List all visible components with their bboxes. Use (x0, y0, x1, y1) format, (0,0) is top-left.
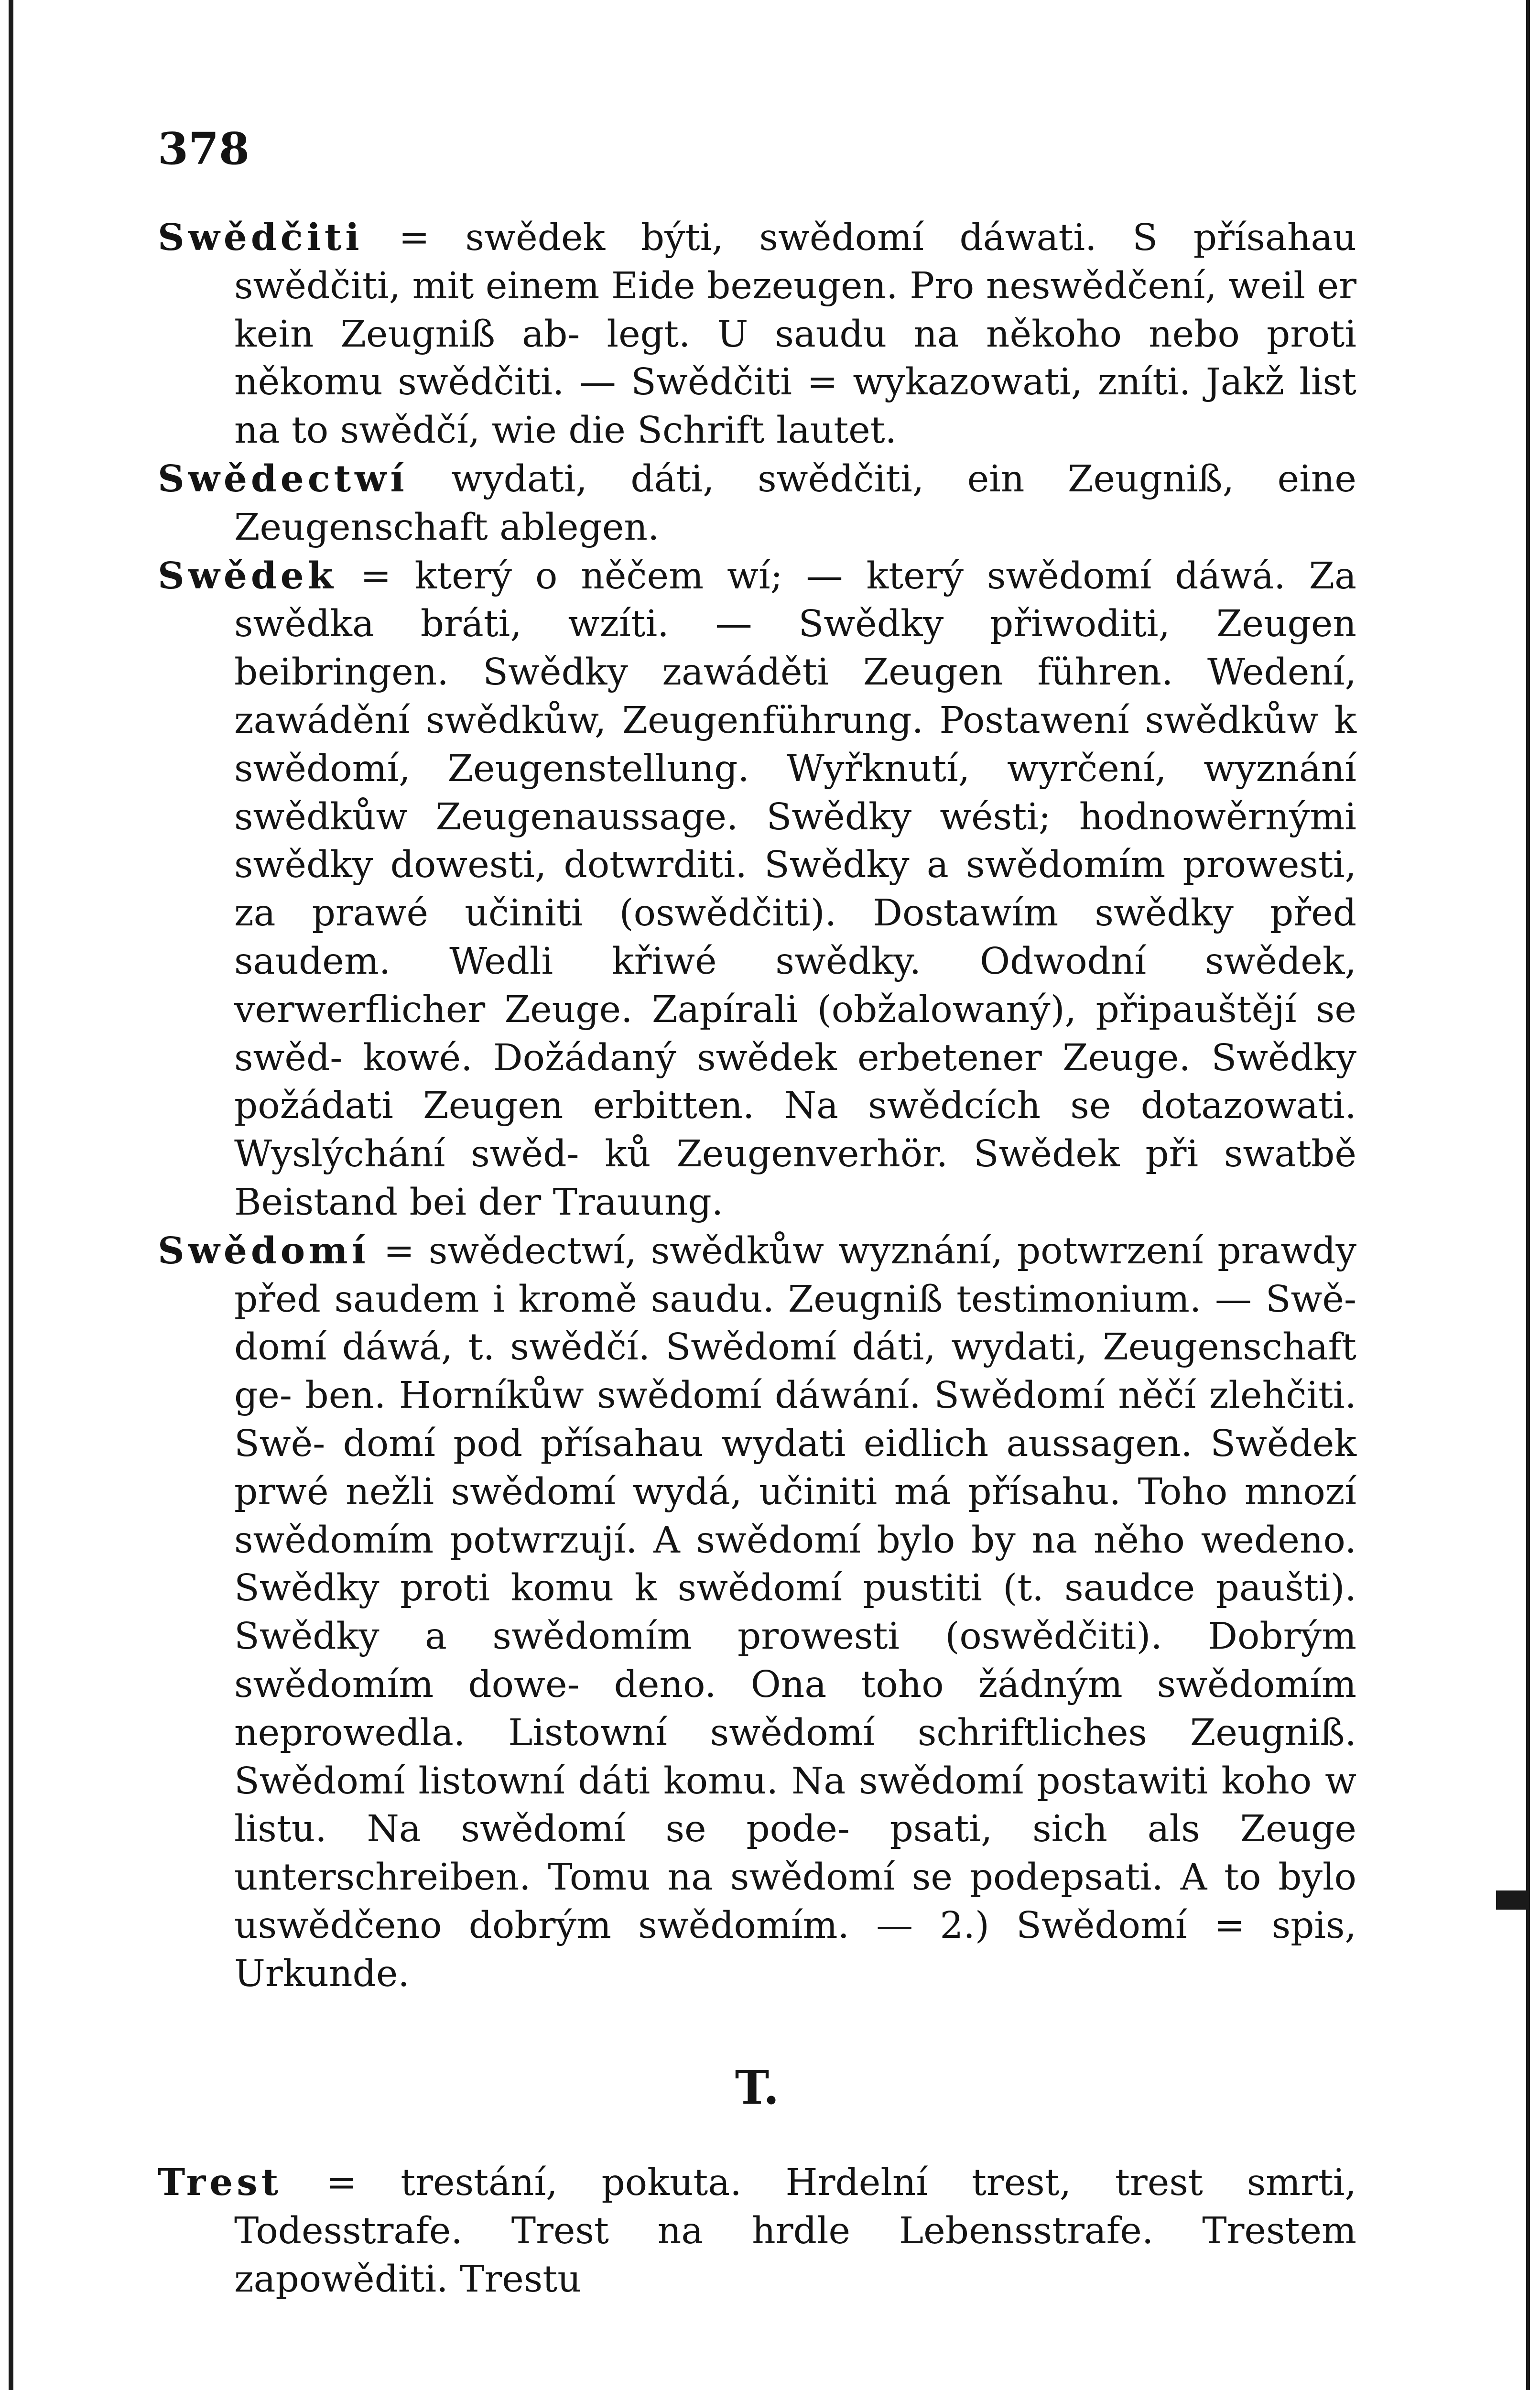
entry-definition: wydati, dáti, swědčiti, ein Zeugniß, eine Zeugenschaft ablegen. (234, 457, 1356, 549)
entry-headword: Swědectwí (158, 457, 408, 500)
entry-swedek (158, 552, 1356, 1227)
section-heading: T. (735, 2061, 780, 2115)
page-number: 378 (158, 123, 250, 174)
scan-right-border (1526, 0, 1530, 2390)
entry-definition: = swědectwí, swědkůw wyznání, potwrzení prawdy před saudem i kromě saudu. Zeugniß testimonium. — Swě- domí dáwá, t. swědčí. Swědomí dáti, wydati, Zeugenschaft ge- ben. Horníkůw swědomí dáwání. Swědomí něčí zlehčiti. Swě- domí pod přísahau wydati eidlich aussagen. Swědek prwé nežli swědomí wydá, učiniti má přísahu. Toho mnozí swědomím potwrzují. A swědomí bylo by na něho wedeno. Swědky proti komu k swědomí pustiti (t. saudce paušti). Swědky a swědomím prowesti (oswědčiti). Dobrým swědomím dowe- deno. Ona toho žádným swědomím neprowedla. Listowní swědomí schriftliches Zeugniß. Swědomí listowní dáti komu. Na swědomí postawiti koho w listu. Na swědomí se pode- psati, sich als Zeuge unterschreiben. Tomu na swědomí se podepsati. A to bylo uswědčeno dobrým swědomím. — 2.) Swědomí = spis, Urkunde. (234, 1229, 1356, 1995)
entry-swedciti (158, 214, 1356, 455)
scan-edge-notch (1496, 1890, 1529, 1910)
entry-definition: = který o něčem wí; — který swědomí dáwá. Za swědka bráti, wzíti. — Swědky přiwoditi, Zeugen beibringen. Swědky zawáděti Zeugen führen. Wedení, zawádění swědkůw, Zeugenführung. Postawení swědkůw k swědomí, Zeugenstellung. Wyřknutí, wyrčení, wyznání swědkůw Zeugenaussage. Swědky wésti; hodnowěrnými swědky dowesti, dotwrditi. Swědky a swědomím prowesti, za prawé učiniti (oswědčiti). Dostawím swědky před saudem. Wedli křiwé swědky. Odwodní swědek, verwerflicher Zeuge. Zapírali (obžalowaný), připauštějí se swěd- kowé. Dožádaný swědek erbetener Zeuge. Swědky požádati Zeugen erbitten. Na swědcích se dotazowati. Wyslýchání swěd- ků Zeugenverhör. Swědek při swatbě Beistand bei der Trauung. (234, 554, 1357, 1224)
entry-headword: Swědčiti (158, 216, 363, 259)
entry-headword: Swědek (158, 554, 337, 598)
entry-swedectwi (158, 455, 1356, 552)
entry-swedomi (158, 1227, 1356, 1999)
entry-headword: Swědomí (158, 1229, 369, 1272)
entry-definition: = swědek býti, swědomí dáwati. S přísahau swědčiti, mit einem Eide bezeugen. Pro neswědčení, weil er kein Zeugniß ab- legt. U saudu na někoho nebo proti někomu swědčiti. — Swědčiti = wykazowati, zníti. Jakž list na to swědčí, wie die Schrift lautet. (234, 217, 1356, 452)
scan-left-border (9, 0, 13, 2390)
dictionary-text (158, 214, 1356, 2304)
entry-trest (158, 2159, 1356, 2303)
entry-headword: Trest (158, 2161, 282, 2205)
entry-definition: = trestání, pokuta. Hrdelní trest, trest smrti, Todesstrafe. Trest na hrdle Lebensstrafe. Trestem zapowěditi. Trestu (234, 2162, 1356, 2301)
